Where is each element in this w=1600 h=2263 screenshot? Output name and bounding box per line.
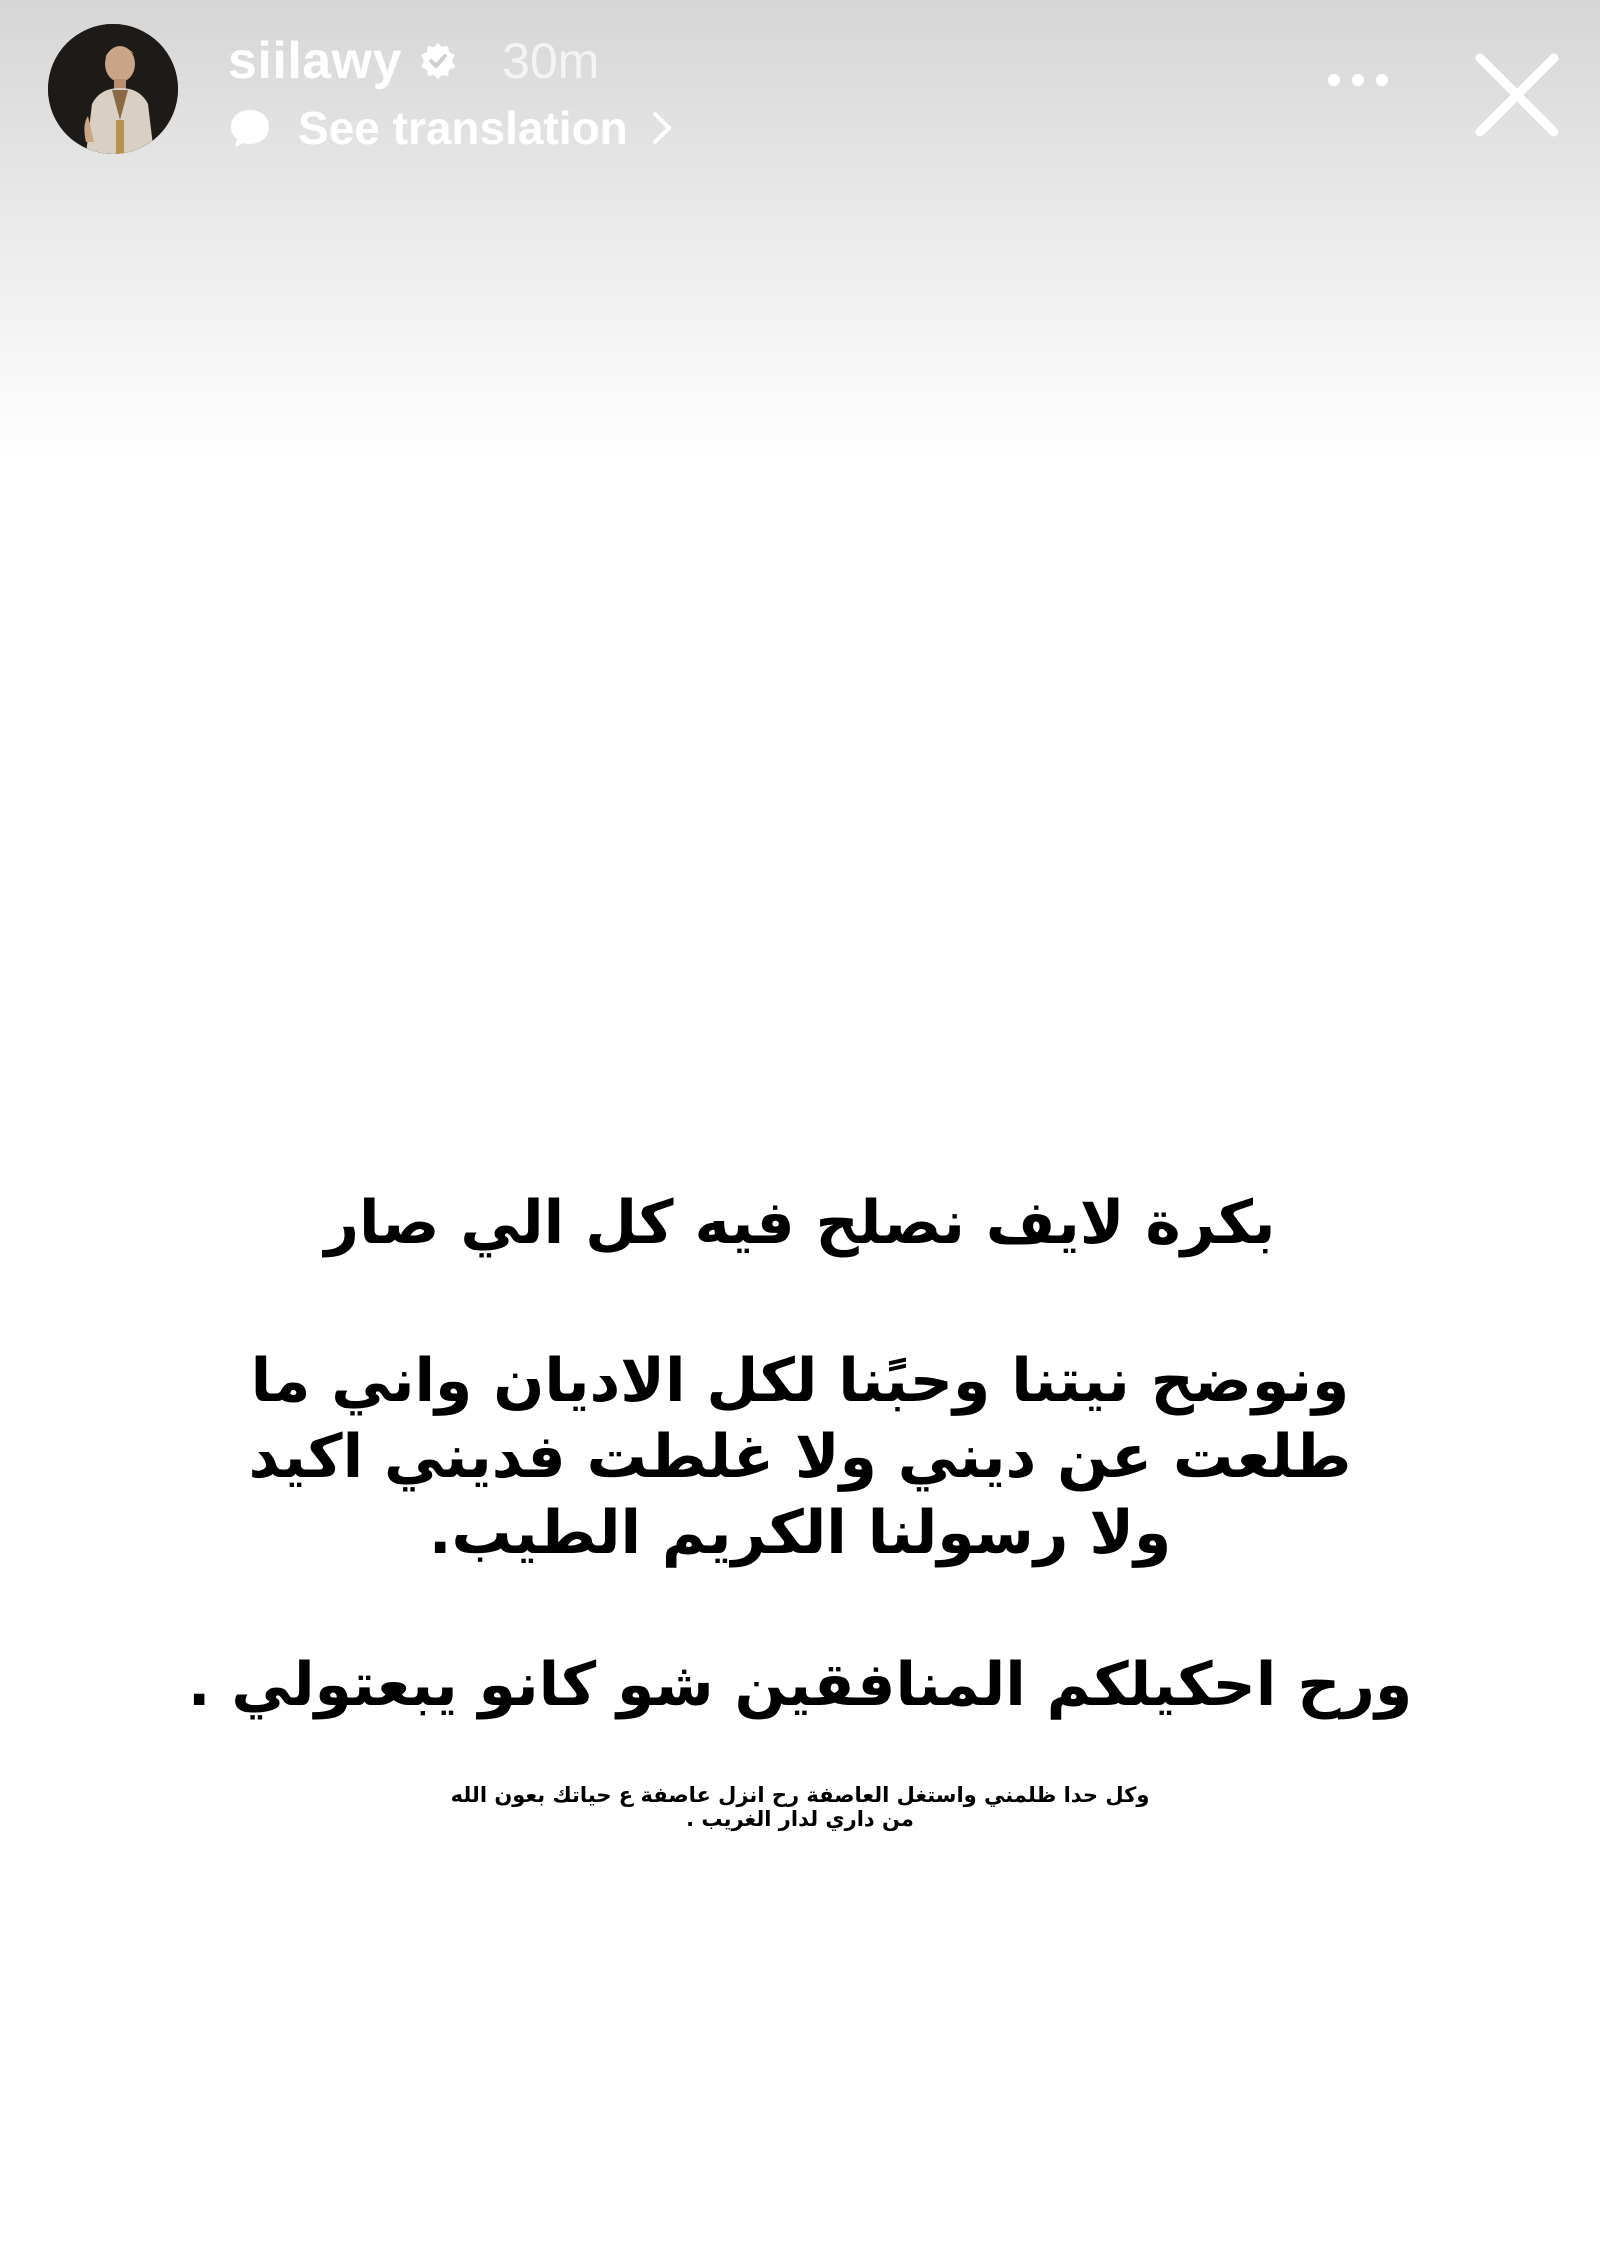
- post-time: 30m: [502, 33, 600, 89]
- see-translation-button[interactable]: [228, 98, 676, 158]
- see-translation-label: See translation: [298, 102, 628, 154]
- story-paragraph-2: [0, 1343, 1600, 1571]
- story-header: [0, 0, 1600, 170]
- username[interactable]: siilawy: [228, 32, 403, 90]
- story-line-1: بكرة لايف نصلح فيه كل الي صار: [324, 1188, 1276, 1258]
- more-options-button[interactable]: [1318, 60, 1398, 100]
- story-text: [0, 1185, 1600, 1831]
- small-footnote-text: [0, 1783, 1600, 1831]
- footnote-line: من داري لدار الغريب .: [686, 1807, 914, 1831]
- story-line-3: ورح احكيلكم المنافقين شو كانو يبعتولي .: [187, 1650, 1413, 1720]
- story-line: ونوضح نيتنا وحبًنا لكل الاديان واني ما: [250, 1346, 1350, 1416]
- close-icon: [1472, 50, 1562, 140]
- footnote-line: وكل حدا ظلمني واستغل العاصفة رح انزل عاصفة ع حياتك بعون الله: [450, 1783, 1150, 1807]
- profile-photo: [48, 24, 178, 154]
- chevron-right-icon: [648, 108, 676, 148]
- verified-badge-icon: [418, 41, 458, 81]
- speech-bubble-icon: [228, 106, 272, 150]
- username-row: [228, 26, 599, 96]
- avatar[interactable]: [48, 24, 178, 154]
- story-line: ولا رسولنا الكريم الطيب.: [428, 1498, 1172, 1568]
- story-line: طلعت عن ديني ولا غلطت فديني اكيد: [248, 1422, 1352, 1492]
- close-button[interactable]: [1472, 50, 1562, 140]
- more-dots-icon: [1318, 60, 1398, 100]
